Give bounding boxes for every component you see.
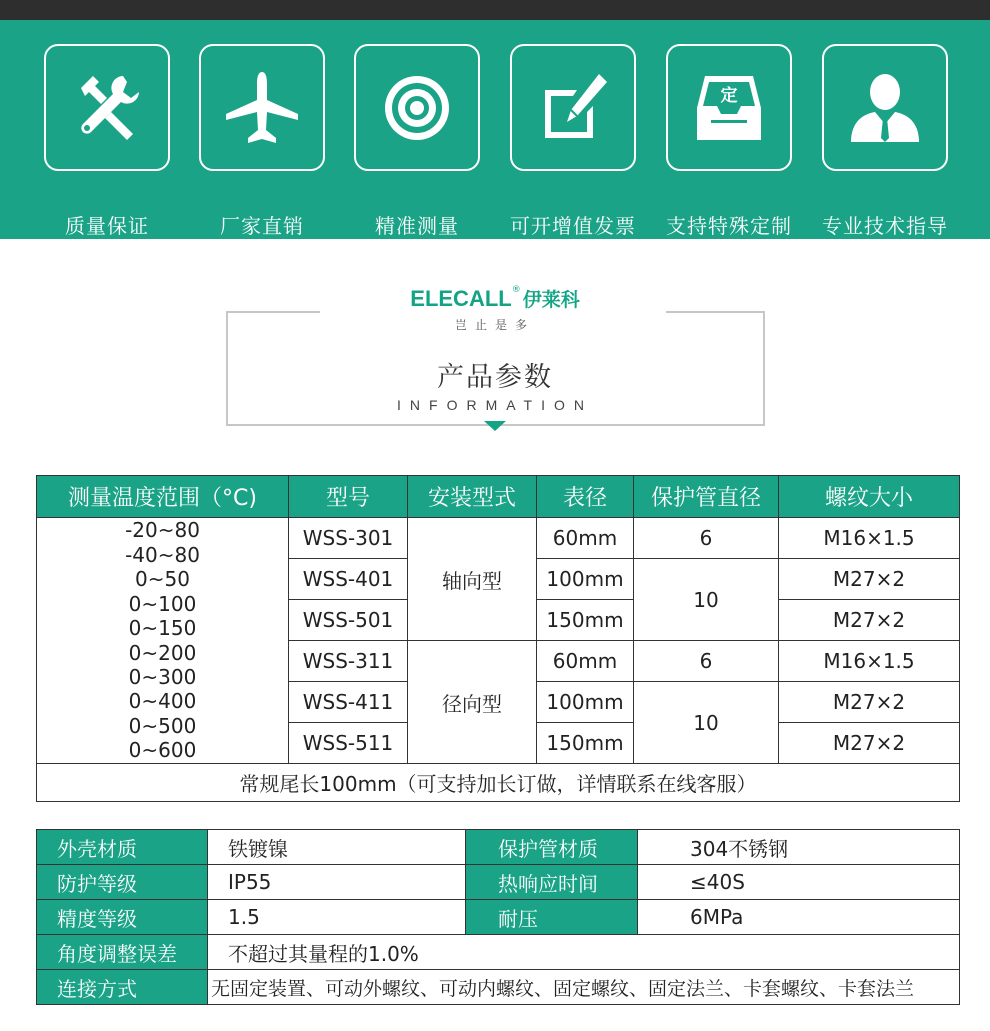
mount-cell: 轴向型 [408, 518, 537, 641]
range-item: 0~400 [128, 689, 197, 714]
inbox-stamp-icon [689, 68, 769, 148]
spec-table [36, 475, 960, 802]
length-note: 常规尾长100mm（可支持加长订做，详情联系在线客服） [37, 764, 960, 802]
tools-icon [67, 68, 147, 148]
tube-cell: 10 [634, 682, 779, 764]
prop-label: 角度调整误差 [37, 935, 208, 970]
prop-value: ≤40S [638, 865, 960, 900]
feature-label: 厂家直销 [220, 214, 304, 238]
prop-label: 外壳材质 [37, 830, 208, 865]
thread-cell: M27×2 [779, 723, 960, 764]
feature-icon-box [822, 44, 948, 171]
feature-direct-sale [199, 44, 325, 238]
feature-label: 质量保证 [65, 214, 149, 238]
logo-text-en: ELECALL [410, 286, 512, 311]
range-item: 0~100 [128, 591, 197, 616]
dial-cell: 150mm [537, 723, 634, 764]
target-icon [377, 68, 457, 148]
range-item: 0~50 [135, 567, 190, 592]
model-cell: WSS-311 [289, 641, 408, 682]
thread-cell: M27×2 [779, 682, 960, 723]
table-note-row [37, 764, 960, 802]
tube-cell: 10 [634, 559, 779, 641]
prop-label: 防护等级 [37, 865, 208, 900]
mount-cell: 径向型 [408, 641, 537, 764]
feature-label: 精准测量 [375, 214, 459, 238]
header-temp-range: 测量温度范围（°C) [37, 476, 289, 518]
top-dark-bar [0, 0, 990, 20]
feature-label: 支持特殊定制 [666, 214, 792, 238]
section-title: 产品参数 [437, 362, 553, 393]
range-item: 0~200 [128, 640, 197, 665]
feature-support [822, 44, 948, 238]
registered-mark: ® [511, 285, 521, 295]
header-dial: 表径 [537, 476, 634, 518]
model-cell: WSS-401 [289, 559, 408, 600]
header-mount: 安装型式 [408, 476, 537, 518]
logo-text-cn: 伊莱科 [522, 289, 580, 311]
table-row [37, 518, 960, 559]
feature-label: 专业技术指导 [822, 214, 948, 238]
table-header-row [37, 476, 960, 518]
prop-value: 304不锈钢 [638, 830, 960, 865]
edit-icon [533, 68, 613, 148]
table-row [37, 900, 960, 935]
airplane-icon [222, 68, 302, 148]
feature-quality [44, 44, 170, 238]
model-cell: WSS-301 [289, 518, 408, 559]
header-thread: 螺纹大小 [779, 476, 960, 518]
prop-label: 热响应时间 [466, 865, 638, 900]
thread-cell: M16×1.5 [779, 641, 960, 682]
range-item: 0~150 [128, 616, 197, 641]
model-cell: WSS-511 [289, 723, 408, 764]
prop-value: IP55 [208, 865, 466, 900]
dial-cell: 60mm [537, 641, 634, 682]
tube-cell: 6 [634, 641, 779, 682]
prop-value: 6MPa [638, 900, 960, 935]
dial-cell: 100mm [537, 682, 634, 723]
prop-label: 精度等级 [37, 900, 208, 935]
header-tube-diameter: 保护管直径 [634, 476, 779, 518]
prop-value: 不超过其量程的1.0% [208, 935, 960, 970]
feature-icon-box [354, 44, 480, 171]
feature-icon-box [666, 44, 792, 171]
stamp-badge: 定 [720, 85, 738, 106]
feature-invoice [510, 44, 636, 238]
range-item: -40~80 [125, 542, 200, 567]
feature-banner [0, 20, 990, 239]
prop-value: 铁镀镍 [208, 830, 466, 865]
model-cell: WSS-411 [289, 682, 408, 723]
prop-label: 连接方式 [37, 970, 208, 1005]
brand-logo [0, 285, 990, 312]
table-row [37, 935, 960, 970]
range-item: 0~300 [128, 664, 197, 689]
feature-icon-box [199, 44, 325, 171]
thread-cell: M16×1.5 [779, 518, 960, 559]
person-icon [845, 68, 925, 148]
feature-custom [666, 44, 792, 238]
prop-value: 1.5 [208, 900, 466, 935]
feature-precise [354, 44, 480, 238]
header-model: 型号 [289, 476, 408, 518]
feature-label: 可开增值发票 [510, 214, 636, 238]
tube-cell: 6 [634, 518, 779, 559]
table-row [37, 830, 960, 865]
dial-cell: 150mm [537, 600, 634, 641]
model-cell: WSS-501 [289, 600, 408, 641]
dial-cell: 100mm [537, 559, 634, 600]
prop-label: 保护管材质 [466, 830, 638, 865]
table-row [37, 970, 960, 1005]
thread-cell: M27×2 [779, 600, 960, 641]
properties-table [36, 829, 960, 1005]
table-row [37, 865, 960, 900]
temp-range-list [37, 518, 289, 764]
range-item: 0~500 [128, 713, 197, 738]
feature-icon-box [44, 44, 170, 171]
section-subtitle: INFORMATION [397, 397, 593, 413]
range-item: 0~600 [128, 738, 197, 763]
down-triangle-icon [484, 421, 506, 431]
brand-slogan: 岂止是多 [454, 318, 535, 332]
range-item: -20~80 [125, 518, 200, 543]
prop-value: 无固定装置、可动外螺纹、可动内螺纹、固定螺纹、固定法兰、卡套螺纹、卡套法兰 [208, 970, 960, 1005]
prop-label: 耐压 [466, 900, 638, 935]
thread-cell: M27×2 [779, 559, 960, 600]
feature-icon-box [510, 44, 636, 171]
dial-cell: 60mm [537, 518, 634, 559]
